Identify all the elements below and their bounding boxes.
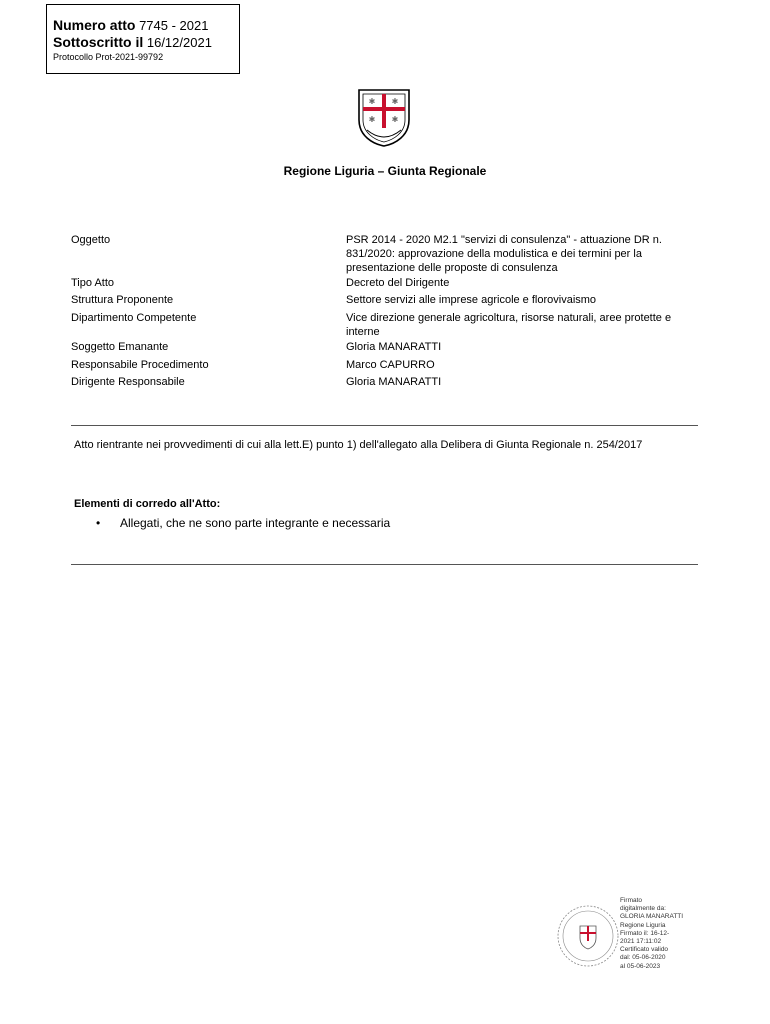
svg-text:✱: ✱ [391, 97, 399, 106]
signature-line: Firmato [620, 897, 643, 904]
signature-line: dal: 05-06-2020 [620, 954, 666, 962]
attachment-text: Allegati, che ne sono parte integrante e necessaria [120, 516, 391, 530]
signature-line: digitalmente da: [620, 905, 666, 913]
field-label-struttura: Struttura Proponente [71, 294, 174, 306]
field-label-soggetto: Soggetto Emanante [71, 341, 169, 353]
act-info-box [46, 4, 240, 74]
divider-top [71, 425, 698, 426]
signature-line: al 05-06-2023 [620, 962, 661, 970]
field-label-dipartimento: Dipartimento Competente [71, 312, 197, 324]
divider-bottom [71, 564, 698, 565]
svg-text:✱: ✱ [391, 115, 399, 124]
field-value-responsabile: Marco CAPURRO [346, 359, 435, 371]
field-value-tipo-atto: Decreto del Dirigente [346, 277, 450, 289]
field-value-oggetto: PSR 2014 - 2020 M2.1 "servizi di consulenza" - attuazione DR n. 831/2020: approvazione della modulistica e dei termini per la presentazione delle proposte di consulenza [346, 234, 662, 274]
region-title: Regione Liguria – Giunta Regionale [283, 164, 487, 178]
act-number-label: Numero atto [53, 17, 136, 33]
act-number-line [53, 17, 239, 34]
signature-line: Firmato il: 16-12- [620, 929, 670, 937]
digital-seal-icon [556, 904, 620, 968]
digital-signature-info [620, 897, 710, 971]
field-value-soggetto: Gloria MANARATTI [346, 341, 442, 353]
protocol-number: Protocollo Prot-2021-99792 [53, 52, 164, 62]
act-number-value: 7745 - 2021 [139, 18, 209, 33]
field-label-oggetto: Oggetto [71, 234, 111, 246]
attachments-title: Elementi di corredo all'Atto: [74, 498, 221, 510]
signature-line: 2021 17:11:02 [620, 938, 662, 946]
field-label-tipo-atto: Tipo Atto [71, 277, 115, 289]
list-item [96, 516, 390, 530]
field-value-dipartimento: Vice direzione generale agricoltura, risorse naturali, aree protette e interne [346, 312, 672, 338]
field-value-dirigente: Gloria MANARATTI [346, 376, 442, 388]
field-value-struttura: Settore servizi alle imprese agricole e florovivaismo [346, 294, 597, 306]
signature-line: Certificato valido [620, 946, 669, 954]
regulation-note: Atto rientrante nei provvedimenti di cui alla lett.E) punto 1) dell'allegato alla Delibera di Giunta Regionale n. 254/2017 [74, 439, 643, 451]
svg-text:✱: ✱ [368, 97, 376, 106]
signed-date-label: Sottoscritto il [53, 34, 144, 50]
signature-line: GLORIA MANARATTI [620, 913, 684, 921]
field-label-responsabile: Responsabile Procedimento [71, 359, 209, 371]
signed-date-line [53, 34, 239, 51]
bullet-icon: • [96, 516, 101, 530]
region-crest-icon [355, 86, 413, 148]
svg-text:✱: ✱ [368, 115, 376, 124]
field-label-dirigente: Dirigente Responsabile [71, 376, 185, 388]
signature-line: Regione Liguria [620, 921, 666, 929]
signed-date-value: 16/12/2021 [146, 35, 212, 50]
